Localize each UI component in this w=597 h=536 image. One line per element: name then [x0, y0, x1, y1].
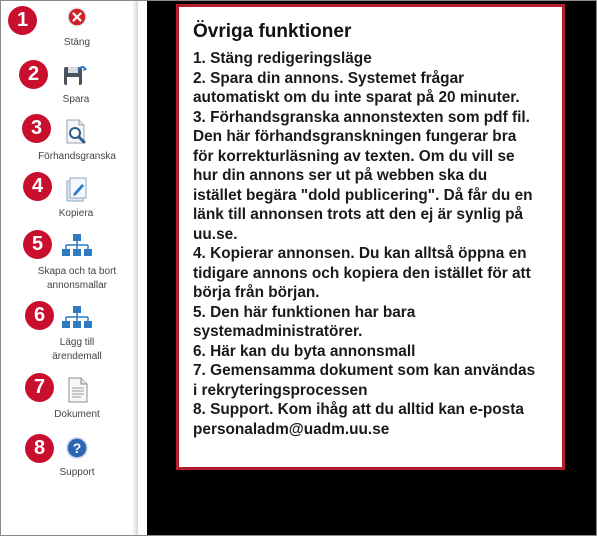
step-badge-5: 5 [23, 230, 52, 259]
info-line: hur din annons ser ut på webben ska du [193, 167, 488, 184]
step-badge-4: 4 [23, 172, 52, 201]
info-line: 5. Den här funktionen har bara [193, 303, 416, 321]
case-template-icon[interactable] [61, 305, 93, 331]
info-line: för korrekturläsning av texten. Om du vill se [193, 147, 515, 165]
case-template-label-line1[interactable]: Lägg till [59, 337, 95, 348]
info-line: 2. Spara din annons. Systemet frågar [193, 69, 465, 87]
close-label[interactable]: Stäng [63, 37, 91, 48]
info-line: Den här förhandsgranskningen fungerar bra [193, 128, 517, 145]
info-line: 3. Förhandsgranska annonstexten som pdf fil. [193, 108, 530, 126]
step-badge-6: 6 [25, 301, 54, 330]
step-badge-7: 7 [25, 373, 54, 402]
info-line: 6. Här kan du byta annonsmall [193, 342, 416, 360]
close-icon[interactable] [67, 7, 87, 27]
preview-icon[interactable] [65, 119, 89, 145]
info-line: uu.se. [193, 225, 238, 243]
info-line: personaladm@uadm.uu.se [193, 420, 390, 438]
support-label[interactable]: Support [59, 467, 95, 478]
info-line: istället begära "dold publicering". Då får du en [193, 186, 533, 204]
document-icon[interactable] [67, 377, 89, 403]
copy-icon[interactable] [65, 177, 89, 203]
info-line: tidigare annons och kopiera den istället för att [193, 264, 531, 282]
info-panel [176, 4, 565, 470]
info-line: 1. Stäng redigeringsläge [193, 50, 372, 67]
info-text [193, 49, 548, 439]
step-badge-1: 1 [8, 6, 37, 35]
info-line: länk till annonsen trots att den ej är synlig på [193, 206, 524, 223]
info-line: automatiskt om du inte sparat på 20 minuter. [193, 89, 520, 106]
info-line: börja från början. [193, 284, 320, 301]
step-badge-2: 2 [19, 60, 48, 89]
info-line: 7. Gemensamma dokument som kan användas [193, 362, 536, 379]
case-template-label-line2[interactable]: ärendemall [52, 351, 102, 362]
svg-text:?: ? [72, 440, 82, 456]
preview-label[interactable]: Förhandsgranska [38, 151, 116, 162]
info-line: systemadministratörer. [193, 323, 363, 340]
info-line: 8. Support. Kom ihåg att du alltid kan e-posta [193, 401, 524, 418]
step-badge-8: 8 [25, 434, 54, 463]
sidebar [1, 1, 138, 535]
info-line: i rekryteringsprocessen [193, 381, 368, 399]
info-title: Övriga funktioner [193, 21, 352, 42]
help-icon[interactable] [66, 437, 88, 459]
step-badge-3: 3 [22, 114, 51, 143]
save-label[interactable]: Spara [62, 94, 90, 105]
save-icon[interactable] [63, 64, 87, 88]
template-label-line1[interactable]: Skapa och ta bort [37, 266, 117, 277]
template-label-line2[interactable]: annonsmallar [46, 280, 108, 291]
document-label[interactable]: Dokument [54, 409, 100, 420]
info-line: 4. Kopierar annonsen. Du kan alltså öppna en [193, 245, 527, 262]
template-icon[interactable] [61, 233, 93, 259]
copy-label[interactable]: Kopiera [58, 208, 94, 219]
